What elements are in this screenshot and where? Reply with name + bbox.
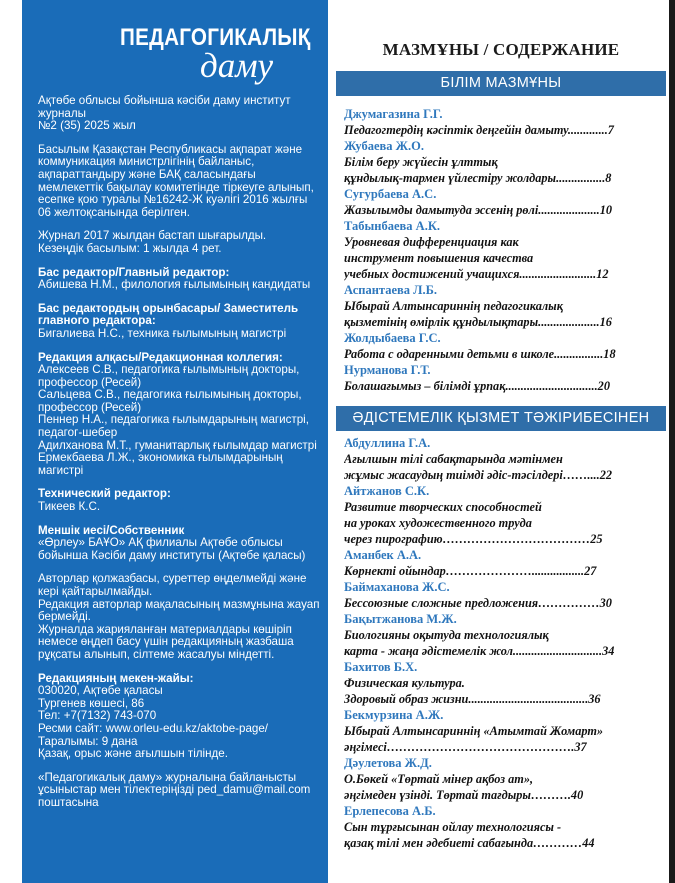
contents-list-1 <box>344 106 660 394</box>
toc-entry[interactable] <box>344 186 660 218</box>
contents-list-2 <box>344 435 660 851</box>
toc-title: Сын тұрғысынан ойлау технологиясы - <box>344 820 562 834</box>
toc-entry[interactable] <box>344 707 660 755</box>
owner: Меншік иесі/Собственник «Өрлеу» БАҰО» АҚ филиалы Ақтөбе облысы бойынша Кәсіби даму институты (Ақтөбе қаласы) <box>38 523 306 562</box>
toc-title: Физическая культура. <box>344 676 465 690</box>
toc-title: Ыбырай Алтынсариннің педагогикалық <box>344 299 563 313</box>
toc-title: Биологияны оқытуда технологиялық <box>344 628 549 642</box>
toc-title: Болашағымыз – білімді ұрпақ..............................20 <box>344 379 610 393</box>
toc-title: О.Бөкей «Төртай мінер ақбоз ат», <box>344 772 534 786</box>
toc-title: әңгімеден үзінді. Төртай тағдыры……….40 <box>344 788 584 802</box>
toc-entry[interactable] <box>344 218 660 282</box>
toc-author: Баймаханова Ж.С. <box>344 580 450 594</box>
toc-author: Бахитов Б.Х. <box>344 660 418 674</box>
toc-title: қазақ тілі мен әдебиеті сабағында…………44 <box>344 836 595 850</box>
toc-title: Работа с одаренными детьми в школе................18 <box>344 347 616 361</box>
toc-title: Уровневая дифференциация как <box>344 235 519 249</box>
toc-title: құндылық-тармен үйлестіру жолдары................8 <box>344 171 612 185</box>
toc-author: Аманбек А.А. <box>344 548 422 562</box>
toc-entry[interactable] <box>344 803 660 851</box>
journal-logo-subtitle: даму <box>200 46 274 85</box>
toc-author: Аспантаева Л.Б. <box>344 283 437 297</box>
chief-editor: Бас редактор/Главный редактор: Абишева Н.М., филология ғылымының кандидаты <box>38 265 311 292</box>
section-header-1: БІЛІМ МАЗМҰНЫ <box>336 71 666 96</box>
toc-entry[interactable] <box>344 435 660 483</box>
toc-entry[interactable] <box>344 483 660 547</box>
toc-author: Жолдыбаева Г.С. <box>344 331 441 345</box>
contact-note: «Педагогикалық даму» журналына байланысты ұсыныстар мен тілектеріңізді ped_damu@mail.com поштасына <box>38 770 311 809</box>
toc-title: жұмыс жасаудың тиімді әдіс-тәсілдері……....22 <box>344 468 613 482</box>
toc-entry[interactable] <box>344 579 660 611</box>
technical-editor: Технический редактор: Тикеев К.С. <box>38 487 171 514</box>
toc-author: Абдуллина Г.А. <box>344 436 431 450</box>
toc-author: Бекмурзина А.Ж. <box>344 708 444 722</box>
toc-author: Дәулетова Ж.Д. <box>344 756 432 770</box>
toc-title: Көрнекті ойындар………………….................27 <box>344 564 597 578</box>
toc-entry[interactable] <box>344 330 660 362</box>
deputy-editor: Бас редактордың орынбасары/ Заместитель главного редактора: Бигалиева Н.С., техника ғылымының магистрі <box>38 301 299 340</box>
editorial-address: Редакцияның мекен-жайы: 030020, Ақтөбе қаласы Тургенев көшесі, 86 Тел: +7(7132) 743-070 Ресми сайт: www.orleu-edu.kz/aktobe-page/ Таралымы: 9 дана Қазақ, орыс және ағылшын тілінде. <box>38 671 269 761</box>
toc-title: на уроках художественного труда <box>344 516 532 530</box>
toc-author: Табынбаева А.К. <box>344 219 441 233</box>
toc-title: әңгімесі……………………………………….37 <box>344 740 587 754</box>
toc-title: через пирографию………………………………25 <box>344 532 603 546</box>
toc-author: Сугурбаева А.С. <box>344 187 437 201</box>
toc-author: Жубаева Ж.О. <box>344 139 424 153</box>
toc-title: Развитие творческих способностей <box>344 500 542 514</box>
toc-title: Ағылшын тілі сабақтарында мәтінмен <box>344 452 563 466</box>
toc-entry[interactable] <box>344 659 660 707</box>
toc-author: Нурманова Г.Т. <box>344 363 431 377</box>
toc-title: Бессоюзные сложные предложения……………30 <box>344 596 612 610</box>
toc-author: Бақытжанова М.Ж. <box>344 612 457 626</box>
toc-title: карта - жаңа әдістемелік жол.............................34 <box>344 644 615 658</box>
publication-info: Журнал 2017 жылдан бастап шығарылды. Кезеңдік басылым: 1 жылда 4 рет. <box>38 229 267 255</box>
toc-title: учебных достижений учащихся.........................12 <box>344 267 609 281</box>
toc-entry[interactable] <box>344 106 660 138</box>
toc-title: Білім беру жүйесін ұлттық <box>344 155 498 169</box>
journal-logo-title: ПЕДАГОГИКАЛЫҚ <box>120 24 311 51</box>
toc-author: Ерлепесова А.Б. <box>344 804 436 818</box>
toc-title: қызметінің өмірлік құндылықтары....................16 <box>344 315 612 329</box>
toc-title: инструмент повышения качества <box>344 251 534 265</box>
journal-info: Ақтөбе облысы бойынша кәсіби даму институт журналы №2 (35) 2025 жыл <box>38 94 291 133</box>
toc-author: Айтжанов С.К. <box>344 484 430 498</box>
toc-title: Ыбырай Алтынсариннің «Атымтай Жомарт» <box>344 724 604 738</box>
masthead-text <box>38 95 322 821</box>
toc-title: Здоровый образ жизни.......................................36 <box>344 692 601 706</box>
editorial-board: Редакция алқасы/Редакционная коллегия: Алексеев С.В., педагогика ғылымының докторы, профессор (Ресей) Сальцева С.В., педагогика ғылымының докторы, профессор (Ресей) Пеннер Н.А., педагогика ғылымдарының магистрі, педагог-шебер Адилханова М.Т., гуманитарлық ғылымдар магистрі Ермекбаева Л.Ж., экономика ғылымдарының магистрі <box>38 350 317 477</box>
masthead-panel <box>22 0 328 883</box>
toc-author: Джумагазина Г.Г. <box>344 107 443 121</box>
section-header-2: ӘДІСТЕМЕЛІК ҚЫЗМЕТ ТӘЖІРИБЕСІНЕН <box>336 406 666 431</box>
contents-title: МАЗМҰНЫ / СОДЕРЖАНИЕ <box>382 40 620 59</box>
registration-info: Басылым Қазақстан Республикасы ақпарат және коммуникация министрлігінің байланыс, ақпараттандыру және БАҚ саласындағы мемлекеттік бақылау комитетінде тіркеуге алынып, есепке қою туралы №16242-Ж куәлігі 2016 жылғы 06 желтоқсанында берілген. <box>38 142 314 219</box>
toc-entry[interactable] <box>344 362 660 394</box>
toc-title: Жазылымды дамытуда эссенің рөлі....................10 <box>344 203 613 217</box>
contents-panel <box>336 0 666 883</box>
editorial-notes: Авторлар қолжазбасы, суреттер өңделмейді және кері қайтарылмайды. Редакция авторлар мақаласының мазмұнына жауап бермейді. Журналда жарияланған материалдары көшіріп немесе өңдеп басу үшін редакцияның жазбаша рұқсаты алынып, сілтеме жасалуы міндетті. <box>38 572 320 661</box>
toc-entry[interactable] <box>344 755 660 803</box>
toc-entry[interactable] <box>344 282 660 330</box>
toc-entry[interactable] <box>344 547 660 579</box>
toc-title: Педагогтердің кәсіптік деңгейін дамыту.............7 <box>344 123 614 137</box>
toc-entry[interactable] <box>344 611 660 659</box>
page-edge <box>669 0 675 883</box>
toc-entry[interactable] <box>344 138 660 186</box>
